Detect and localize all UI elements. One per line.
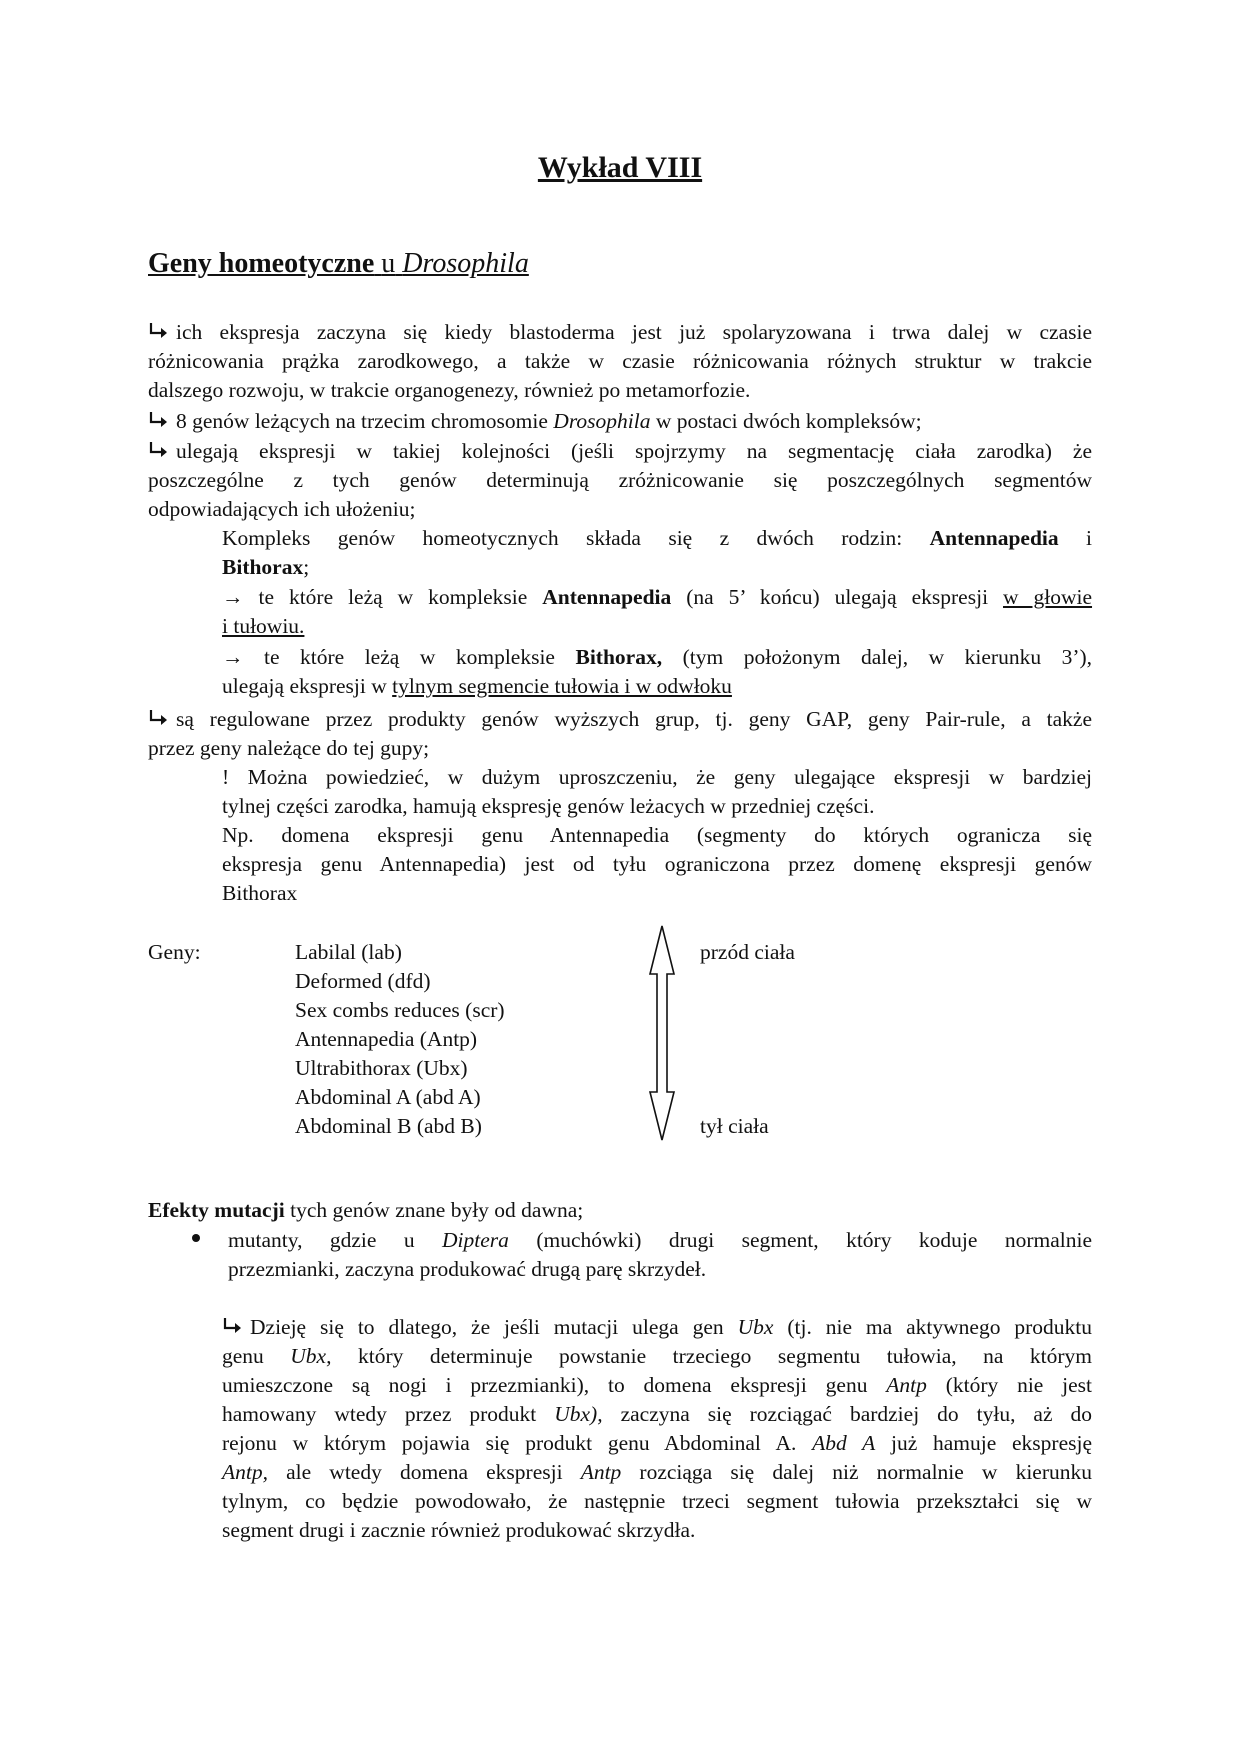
paragraph-2: 8 genów leżących na trzecim chromosomie Drosophila w postaci dwóch kompleksów;	[148, 407, 922, 436]
effects-heading: Efekty mutacji tych genów znane były od dawna;	[148, 1198, 584, 1222]
back-label: tył ciała	[700, 1114, 769, 1138]
arrow-bullet-icon	[148, 410, 170, 430]
gene-item: Deformed (dfd)	[295, 969, 431, 993]
heading-bold-text: Geny homeotyczne	[148, 248, 375, 279]
paragraph-4-line-1: są regulowane przez produkty genów wyższych grup, tj. geny GAP, geny Pair-rule, a także	[148, 705, 1092, 734]
explain-line-4: hamowany wtedy przez produkt Ubx), zaczyna się rozciągać bardziej do tyłu, aż do	[222, 1402, 1092, 1426]
note-line-3: Np. domena ekspresji genu Antennapedia (segmenty do których ogranicza się	[222, 823, 1092, 847]
paragraph-3-line-3: odpowiadających ich ułożeniu;	[148, 497, 416, 521]
arrow-bullet-icon	[148, 440, 170, 460]
gene-item: Ultrabithorax (Ubx)	[295, 1056, 468, 1080]
antennapedia-line-1: → te które leżą w kompleksie Antennapedia (na 5’ końcu) ulegają ekspresji w głowie	[222, 585, 1093, 609]
explain-line-5: rejonu w którym pojawia się produkt genu Abdominal A. Abd A już hamuje ekspresję	[222, 1431, 1093, 1455]
front-label: przód ciała	[700, 940, 795, 964]
antennapedia-line-2: i tułowiu.	[222, 614, 305, 638]
explain-line-3: umieszczone są nogi i przezmianki), to domena ekspresji genu Antp (który nie jest	[222, 1373, 1093, 1397]
paragraph-1-line-3: dalszego rozwoju, w trakcie organogenezy, również po metamorfozie.	[148, 378, 751, 402]
paragraph-3-line-2: poszczególne z tych genów determinują zróżnicowanie się poszczególnych segmentów	[148, 468, 1092, 492]
double-arrow-icon	[648, 924, 676, 1142]
arrow-bullet-icon	[148, 708, 170, 728]
page-title: Wykład VIII	[537, 151, 703, 184]
paragraph-1-line-1: ich ekspresja zaczyna się kiedy blastoderma jest już spolaryzowana i trwa dalej w czasie	[148, 318, 1092, 347]
complex-line-1: Kompleks genów homeotycznych składa się z dwóch rodzin: Antennapedia i	[222, 526, 1093, 550]
complex-line-2: Bithorax;	[222, 555, 310, 579]
gene-item: Abdominal B (abd B)	[295, 1114, 482, 1138]
note-line-1: ! Można powiedzieć, w dużym uproszczeniu, że geny ulegające ekspresji w bardziej	[222, 765, 1092, 789]
gene-item: Labilal (lab)	[295, 940, 402, 964]
arrow-bullet-icon	[222, 1316, 244, 1336]
paragraph-1-line-2: różnicowania prążka zarodkowego, a także w czasie różnicowania różnych struktur w trakcie	[148, 349, 1092, 373]
bithorax-line-1: → te które leżą w kompleksie Bithorax, (tym położonym dalej, w kierunku 3’),	[222, 645, 1093, 669]
explain-line-1: Dzieję się to dlatego, że jeśli mutacji ulega gen Ubx (tj. nie ma aktywnego produktu	[222, 1313, 1092, 1342]
note-line-5: Bithorax	[222, 881, 298, 905]
bullet-dot	[192, 1234, 200, 1242]
bullet-line-2: przezmianki, zaczyna produkować drugą parę skrzydeł.	[228, 1257, 707, 1281]
genes-label: Geny:	[148, 940, 201, 964]
heading-plain-text: u	[381, 248, 396, 279]
arrow-bullet-icon	[148, 321, 170, 341]
bullet-line-1: mutanty, gdzie u Diptera (muchówki) drugi segment, który koduje normalnie	[228, 1228, 1092, 1252]
gene-item: Abdominal A (abd A)	[295, 1085, 481, 1109]
bithorax-line-2: ulegają ekspresji w tylnym segmencie tułowia i w odwłoku	[222, 674, 732, 698]
heading-italic-text: Drosophila	[402, 248, 529, 279]
note-line-4: ekspresja genu Antennapedia) jest od tyłu ograniczona przez domenę ekspresji genów	[222, 852, 1092, 876]
gene-item: Sex combs reduces (scr)	[295, 998, 505, 1022]
paragraph-3-line-1: ulegają ekspresji w takiej kolejności (jeśli spojrzymy na segmentację ciała zarodka) że	[148, 437, 1092, 466]
section-heading	[148, 244, 529, 284]
note-line-2: tylnej części zarodka, hamują ekspresję genów leżacych w przedniej części.	[222, 794, 875, 818]
explain-line-2: genu Ubx, który determinuje powstanie trzeciego segmentu tułowia, na którym	[222, 1344, 1093, 1368]
explain-line-8: segment drugi i zacznie również produkować skrzydła.	[222, 1518, 696, 1542]
explain-line-6: Antp, ale wtedy domena ekspresji Antp rozciąga się dalej niż normalnie w kierunku	[222, 1460, 1093, 1484]
gene-item: Antennapedia (Antp)	[295, 1027, 478, 1051]
paragraph-4-line-2: przez geny należące do tej gupy;	[148, 736, 430, 760]
explain-line-7: tylnym, co będzie powodowało, że następnie trzeci segment tułowia przekształci się w	[222, 1489, 1092, 1513]
